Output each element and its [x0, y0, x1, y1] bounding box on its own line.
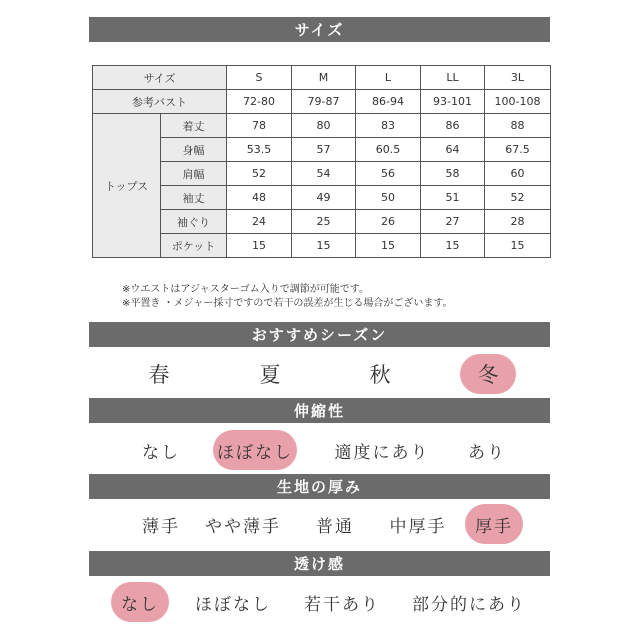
thickness-options	[89, 501, 550, 547]
table-cell: 15	[227, 234, 292, 258]
table-cell: 79-87	[292, 90, 356, 114]
sheerness-options	[89, 579, 550, 625]
table-cell: 83	[356, 114, 421, 138]
table-cell: 15	[292, 234, 356, 258]
table-cell: 15	[421, 234, 485, 258]
row-label: 着丈	[161, 114, 227, 138]
stretch-option-moderate: 適度にあり	[334, 442, 430, 463]
size-col-3l: 3L	[485, 66, 551, 90]
table-cell: 60.5	[356, 138, 421, 162]
sheerness-option-slight: 若干あり	[304, 594, 380, 615]
thickness-section-header	[89, 474, 550, 499]
table-cell: 24	[227, 210, 292, 234]
sheerness-section-title: 透け感	[293, 555, 345, 573]
sheerness-option-none-selected: なし	[111, 579, 169, 625]
size-col-s: S	[227, 66, 292, 90]
stretch-option-almost-none-selected: ほぼなし	[211, 427, 299, 473]
table-cell: 15	[356, 234, 421, 258]
size-notes	[122, 283, 453, 311]
table-cell: 28	[485, 210, 551, 234]
table-cell: 57	[292, 138, 356, 162]
table-row	[93, 186, 551, 210]
thickness-option-medium-thick: 中厚手	[389, 516, 447, 537]
table-cell: 27	[421, 210, 485, 234]
table-row	[93, 138, 551, 162]
table-cell: 88	[485, 114, 551, 138]
season-section-header	[89, 322, 550, 347]
size-section-header	[89, 17, 550, 42]
stretch-options	[89, 427, 550, 473]
table-cell: 86-94	[356, 90, 421, 114]
table-row	[93, 114, 551, 138]
size-col-m: M	[292, 66, 356, 90]
row-label: ポケット	[161, 234, 227, 258]
size-col-ll: LL	[421, 66, 485, 90]
table-header-row	[93, 66, 551, 90]
table-row	[93, 162, 551, 186]
table-cell: 49	[292, 186, 356, 210]
table-cell: 48	[227, 186, 292, 210]
row-label: 袖丈	[161, 186, 227, 210]
table-cell: 80	[292, 114, 356, 138]
size-section-title: サイズ	[294, 21, 345, 39]
row-label: 肩幅	[161, 162, 227, 186]
table-cell: 50	[356, 186, 421, 210]
stretch-option-yes: あり	[468, 442, 506, 463]
table-cell: 26	[356, 210, 421, 234]
season-option-winter-selected: 冬	[467, 351, 509, 397]
table-cell: 53.5	[227, 138, 292, 162]
table-row	[93, 210, 551, 234]
table-cell: 54	[292, 162, 356, 186]
sheerness-option-almost-none: ほぼなし	[195, 594, 271, 615]
table-row	[93, 234, 551, 258]
row-label: 袖ぐり	[161, 210, 227, 234]
table-cell: 78	[227, 114, 292, 138]
season-section-title: おすすめシーズン	[251, 326, 388, 344]
tops-group-label: トップス	[93, 114, 161, 258]
table-cell: 60	[485, 162, 551, 186]
stretch-option-none: なし	[142, 442, 180, 463]
table-cell: 56	[356, 162, 421, 186]
season-option-autumn: 秋	[369, 363, 391, 387]
table-row-bust	[93, 90, 551, 114]
thickness-option-thin: 薄手	[142, 516, 180, 537]
table-cell: 15	[485, 234, 551, 258]
season-option-spring: 春	[148, 363, 170, 387]
table-cell: 64	[421, 138, 485, 162]
season-options	[89, 351, 550, 397]
bust-label: 参考バスト	[93, 90, 227, 114]
sheerness-section-header	[89, 551, 550, 576]
table-cell: 86	[421, 114, 485, 138]
season-option-summer: 夏	[259, 363, 281, 387]
size-col-l: L	[356, 66, 421, 90]
stretch-section-title: 伸縮性	[293, 402, 345, 420]
table-cell: 25	[292, 210, 356, 234]
thickness-section-title: 生地の厚み	[276, 478, 362, 496]
thickness-option-slightly-thin: やや薄手	[205, 516, 281, 537]
table-cell: 52	[485, 186, 551, 210]
table-cell: 67.5	[485, 138, 551, 162]
table-cell: 52	[227, 162, 292, 186]
size-table	[92, 65, 551, 258]
table-cell: 51	[421, 186, 485, 210]
note-measurement: ※平置き ・メジャー採寸ですので若干の誤差が生じる場合がございます。	[122, 298, 453, 309]
table-corner-label: サイズ	[93, 66, 227, 90]
table-cell: 93-101	[421, 90, 485, 114]
sheerness-option-partial: 部分的にあり	[412, 594, 526, 615]
row-label: 身幅	[161, 138, 227, 162]
note-waist: ※ウエストはアジャスターゴム入りで調節が可能です。	[122, 284, 369, 295]
table-cell: 58	[421, 162, 485, 186]
table-cell: 72-80	[227, 90, 292, 114]
thickness-option-thick-selected: 厚手	[466, 501, 522, 547]
thickness-option-normal: 普通	[316, 516, 354, 537]
table-cell: 100-108	[485, 90, 551, 114]
stretch-section-header	[89, 398, 550, 423]
